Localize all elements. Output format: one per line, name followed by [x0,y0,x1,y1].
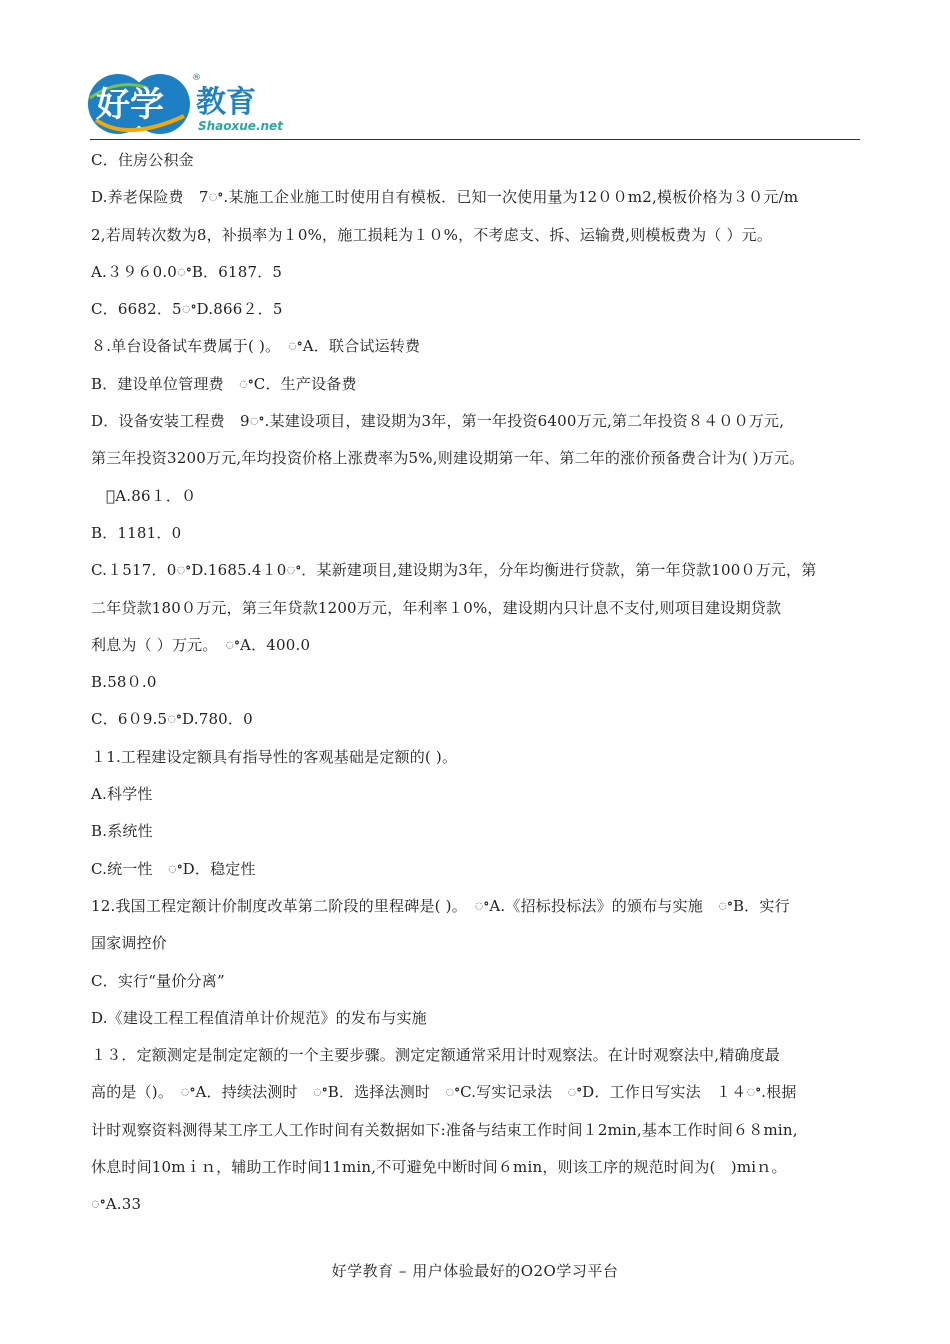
text-line: 计时观察资料测得某工序工人工作时间有关数据如下:准备与结束工作时间１2min,基本工作时间６８min, [91,1120,798,1139]
text-line: 第三年投资3200万元,年均投资价格上涨费率为5%,则建设期第一年、第二年的涨价预备费合计为( )万元。 [91,449,805,468]
text-line: １３．定额测定是制定定额的一个主要步骤。测定定额通常采用计时观察法。在计时观察法中,精确度最 [91,1046,780,1065]
document-body [91,142,861,1224]
text-line: 2,若周转次数为8，补损率为１0%，施工损耗为１０%，不考虑支、拆、运输费,则模板费为（ ）元。 [91,225,773,244]
text-line: C．6０9.5ꢀD.780．0 [91,710,253,729]
text-line: ８.单台设备试车费属于( )。 ꢀA．联合试运转费 [91,337,421,356]
page-footer: 好学教育 – 用户体验最好的O2O学习平台 [331,1262,619,1280]
text-line: B．建设单位管理费 ꢀC．生产设备费 [91,374,357,393]
header-divider [90,139,860,140]
page-header [0,0,950,142]
svg-text:Shaoxue.net: Shaoxue.net [198,119,283,133]
text-line: C．实行“量价分离” [91,971,225,990]
text-line: 二年贷款180０万元，第三年贷款1200万元，年利率１0%，建设期内只计息不支付,则项目建设期贷款 [91,598,782,617]
shaoxue-logo [88,68,288,140]
text-line: B.58０.0 [91,673,157,692]
text-line: B.系统性 [91,822,153,841]
text-line: D．设备安装工程费 9ꢀ.某建设项目，建设期为3年，第一年投资6400万元,第二年投资８４００万元, [91,412,785,431]
text-line: 休息时间10mｉｎ，辅助工作时间11min,不可避免中断时间６min，则该工序的规范时间为( )miｎ。 [91,1158,787,1177]
text-line: C．6682．5ꢀD.866２．5 [91,300,283,319]
svg-text:教育: 教育 [196,85,256,120]
text-line: D.《建设工程工程值清单计价规范》的发布与实施 [91,1008,427,1027]
svg-text:好学: 好学 [96,85,164,125]
text-line: A.３９６0.0ꢀB．6187．5 [91,262,283,281]
text-line: １1.工程建设定额具有指导性的客观基础是定额的( )。 [91,747,458,766]
text-line: 利息为（ ）万元。 ꢀA．400.0 [91,635,311,654]
text-line: 国家调控价 [91,934,168,953]
text-line: C.统一性 ꢀD．稳定性 [91,859,256,878]
text-line: 高的是（)。 ꢀA．持续法测时 ꢀB．选择法测时 ꢀC.写实记录法 ꢀD．工作日写实法 １４ꢀ.根据 [91,1083,797,1102]
text-line: C．住房公积金 [91,151,194,169]
logo-graphic [88,68,288,140]
text-line: C.１517．0ꢀD.1685.4１0ꢀ．某新建项目,建设期为3年，分年均衡进行贷款，第一年贷款100０万元，第 [91,561,817,580]
text-line: ꢀA.86１．０ [91,486,197,505]
text-line: 12.我国工程定额计价制度改革第二阶段的里程碑是( )。 ꢀA.《招标投标法》的颁布与实施 ꢀB．实行 [91,896,790,915]
text-line: A.科学性 [91,785,153,804]
svg-text:®: ® [192,73,201,83]
text-line: ꢀA.33 [91,1195,142,1214]
text-line: B．1181．0 [91,523,182,542]
text-line: D.养老保险费 7ꢀ.某施工企业施工时使用自有模板．已知一次使用量为12００m2,模板价格为３０元/m [91,188,799,207]
